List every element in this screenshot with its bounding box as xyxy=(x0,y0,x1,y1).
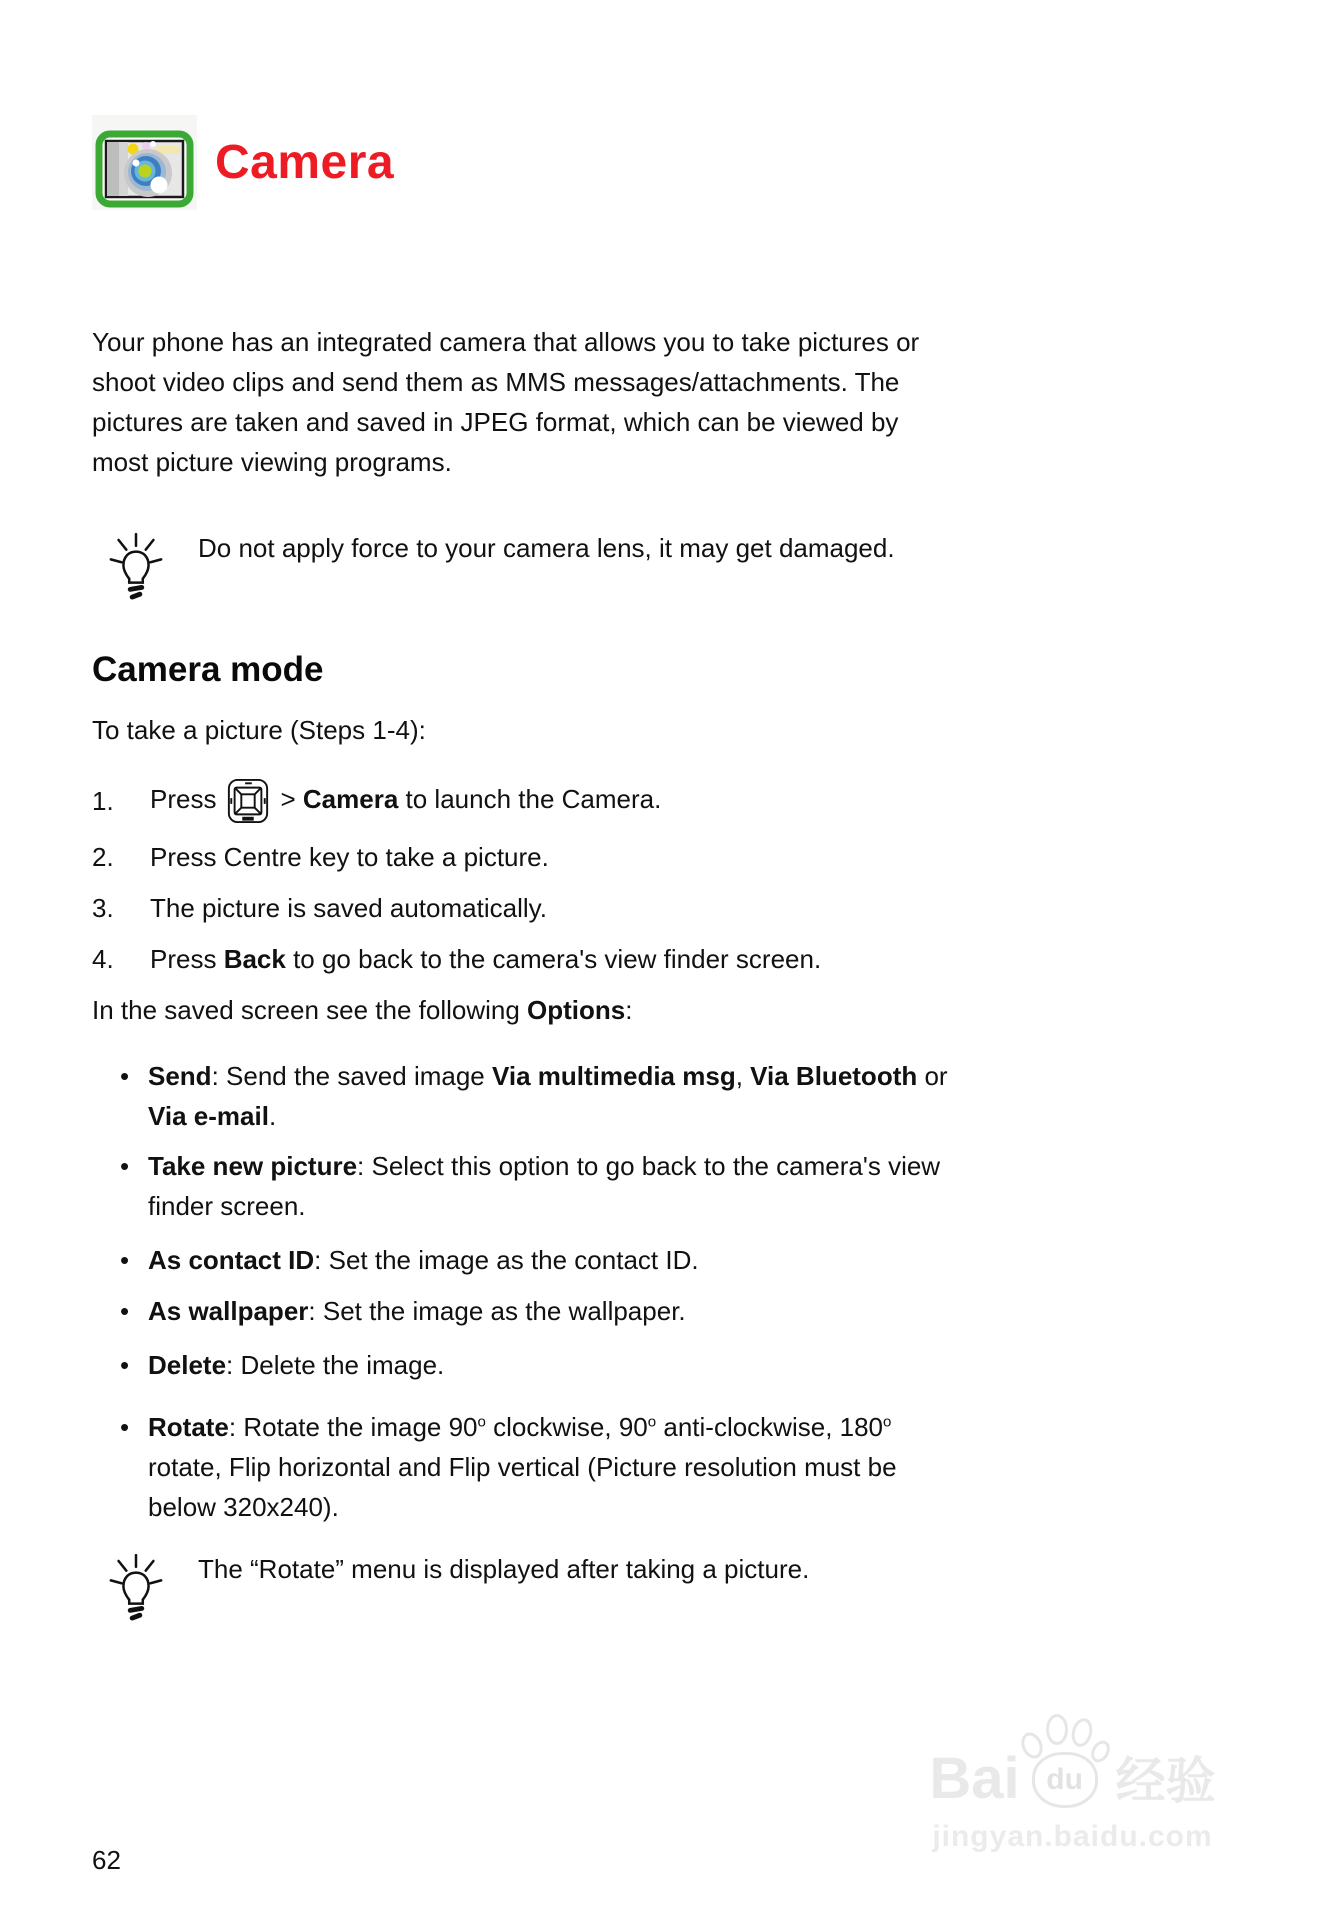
step-number: 1. xyxy=(92,786,114,816)
option-text: As contact ID: Set the image as the contact ID. xyxy=(148,1245,699,1275)
option-text: Rotate: Rotate the image 90$^o$ clockwise, 90$^o$ anti-clockwise, 180$^o$ rotate, Flip horizontal and Flip vertical (Picture resolution must be below 320x240). xyxy=(148,1412,897,1522)
option-send xyxy=(92,1056,1236,1136)
steps-list xyxy=(92,776,1236,979)
step-item-2 xyxy=(92,837,1236,877)
lightbulb-icon xyxy=(106,1549,166,1633)
bullet-glyph: • xyxy=(120,1245,130,1275)
option-as-contact-id xyxy=(92,1240,1236,1280)
option-text: Take new picture: Select this option to go back to the camera's view finder screen. xyxy=(148,1151,941,1221)
step-item-1 xyxy=(92,776,1236,826)
tip-note xyxy=(92,1549,1236,1633)
step-item-4 xyxy=(92,939,1236,979)
bullet-glyph: • xyxy=(120,1061,130,1091)
watermark-brand-left: Bai xyxy=(929,1746,1020,1811)
option-rotate xyxy=(92,1407,1236,1527)
step-number: 4. xyxy=(92,944,114,974)
watermark-url: jingyan.baidu.com xyxy=(932,1820,1213,1853)
section-lead: To take a picture (Steps 1-4): xyxy=(92,715,426,745)
option-take-new-picture xyxy=(92,1146,1236,1226)
section-heading: Camera mode xyxy=(92,650,324,689)
centre-key-icon xyxy=(226,776,270,826)
watermark-brand-right: 经验 xyxy=(1115,1753,1216,1809)
intro-paragraph: Your phone has an integrated camera that allows you to take pictures or shoot video clips and send them as MMS messages/attachments. The pictures are taken and saved in JPEG format, which can be viewed by most picture viewing programs. xyxy=(92,327,920,477)
tip-text: The “Rotate” menu is displayed after taking a picture. xyxy=(198,1554,810,1584)
paw-icon xyxy=(1022,1712,1110,1812)
bullet-glyph: • xyxy=(120,1151,130,1181)
chapter-header xyxy=(92,115,1236,210)
step-text-rest: > Camera to launch the Camera. xyxy=(280,783,662,814)
step-text: The picture is saved automatically. xyxy=(150,893,547,923)
options-list xyxy=(92,1056,1236,1527)
bullet-glyph: • xyxy=(120,1412,130,1442)
option-text: As wallpaper: Set the image as the wallpaper. xyxy=(148,1296,686,1326)
options-lead: In the saved screen see the following Options: xyxy=(92,995,633,1025)
option-as-wallpaper xyxy=(92,1291,1236,1331)
step-number: 2. xyxy=(92,842,114,872)
lightbulb-icon xyxy=(106,528,166,612)
step-text-pre: Press xyxy=(150,783,217,814)
page-number: 62 xyxy=(92,1845,121,1875)
option-delete xyxy=(92,1345,1236,1385)
step-text: Press Back to go back to the camera's view finder screen. xyxy=(150,944,822,974)
option-text: Send: Send the saved image Via multimedia msg, Via Bluetooth or Via e-mail. xyxy=(148,1061,948,1131)
watermark-paw-text: du xyxy=(1032,1752,1098,1808)
step-text: Press Centre key to take a picture. xyxy=(150,842,549,872)
baidu-watermark xyxy=(900,1712,1245,1854)
camera-icon xyxy=(92,115,197,210)
step-number: 3. xyxy=(92,893,114,923)
watermark-brand xyxy=(900,1712,1245,1812)
bullet-glyph: • xyxy=(120,1296,130,1326)
option-text: Delete: Delete the image. xyxy=(148,1350,445,1380)
tip-text: Do not apply force to your camera lens, it may get damaged. xyxy=(198,533,895,563)
step-item-3 xyxy=(92,888,1236,928)
tip-note xyxy=(92,528,1236,612)
step-text xyxy=(150,776,661,826)
bullet-glyph: • xyxy=(120,1350,130,1380)
page-title: Camera xyxy=(215,136,395,189)
